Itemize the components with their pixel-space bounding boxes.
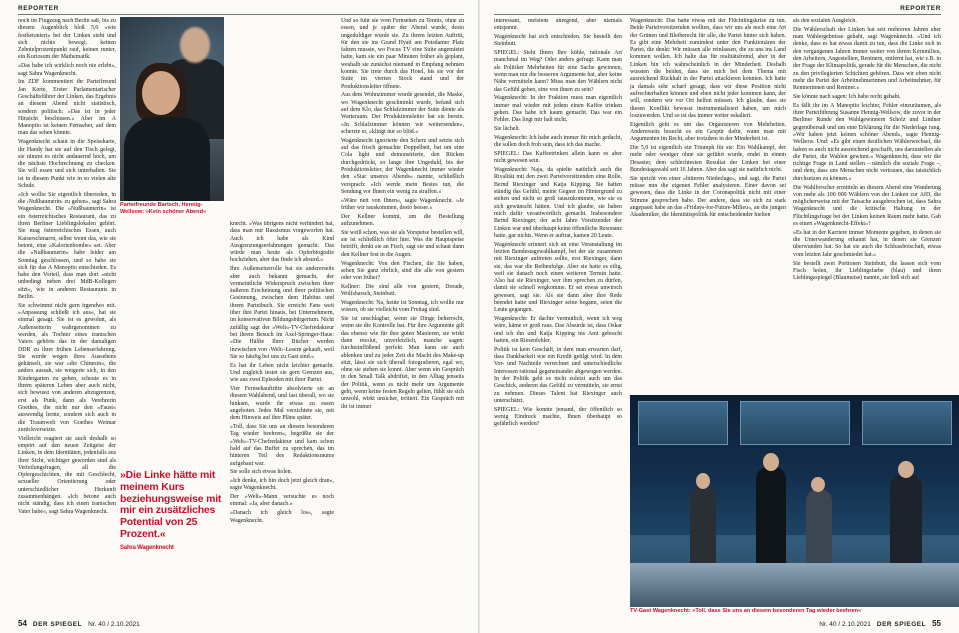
photo-caption: Parteifreunde Bartsch, Hennig-Wellsow: »Kein schöner Abend«: [120, 202, 207, 215]
article-column-2: [230, 221, 334, 608]
page-footer: [18, 619, 140, 628]
paragraph: Ihre Außenseiterrolle hat sie andererseits aber auch bekannt gemacht, der vermeintliche Widerspruch zwischen ihrer äußeren Erscheinung und ihrer politischen Gesinnung, zwischen dem Habitus und ihrem Parteibuch. Sie erreicht Fans weit über ihre Partei hinaus, bei Unternehmern, im konservativen Bildungsbürgertum. Nicht zufällig sagt der »Welt«-TV-Chefredakteur bei ihrem Besuch im Axel-Springer-Haus: »Die Hälfte Ihrer Bücher werden inzwischen von ›Welt‹-Lesern gekauft, weil Sie so häufig bei uns zu Gast sind.«: [230, 266, 334, 360]
article-column-1: [18, 18, 116, 608]
paragraph: »Es hat in der Karriere immer Momente gegeben, in denen sie die Unterwanderung erkannt hat, in denen sie Grenzen überwunden hat. So hat sie auch die Schlussbotschaft, etwas vom letzten Jahr geschmiedet hat.«: [793, 229, 941, 258]
issue-info: Nr. 40 / 2.10.2021: [88, 621, 140, 628]
paragraph: Vier Fernsehauftritte absolvierte sie an diesem Wahlabend, und fast überall, wo sie hinkam, wurde ihr etwas zu essen angeboten. Jedes Mal verzichtete sie, mit dem Hinweis auf ihre Pläne später.: [230, 386, 334, 422]
studio-person: [690, 485, 716, 565]
paragraph: Vielleicht reagiert sie auch deshalb so empört auf den neuen Zeitgeist der Linken, in dem Identitäten, jedenfalls aus ihrer Sicht, wichtiger geworden sind als Verteilungsfragen, all die Opfergeschichten, die mit Geschlecht, sexueller Orientierung oder unterschiedlicher Herkunft zusammenhängen. »Ich betone auch nicht ständig, dass ich einen iranischen Vater habe«, sagt Sahra Wagenknecht.: [18, 435, 116, 515]
paragraph: Sie schwimmt nicht gern irgendwo mit. »Anpassung schließt ich aus«, hat sie einmal gesagt. Sie ist es gewohnt, als Außenseiterin wahrgenommen zu werden, als Tochter eines iranischen Vaters gehörte das in der damaligen DDR zu ihrer frühen Lebenserfahrung. Sie wurde wegen ihres Aussehens gehänselt, sie war »die Chinesin«, die anders aussah, sie weigerte sich, in den Kindergarten zu gehen, scheute es in ihrem späteren Leben aber auch nicht, sich bewusst von anderen abzugrenzen, erst als Punk, dann als Verehrerin Goethes, die nicht nur den »Faust« auswendig lernte, sondern sich auch in die Traumwelt von Goethes Weimar zurückversetzte.: [18, 302, 116, 433]
photo-figure-man-head: [180, 27, 210, 63]
paragraph: Der »Welt«-Mann versuchte es noch einmal: »Ja, aber danach.«: [230, 494, 334, 508]
paragraph: »Das habe ich wirklich noch nie erlebt«, sagt Sahra Wagenknecht.: [18, 63, 116, 77]
paragraph: Wagenknecht: Von den Fischen, die Sie haben, sehen Sie ganz ehrlich, sind die alle von gestern oder von früher?: [341, 260, 464, 282]
paragraph: Sie bestellt zwei Portionen Steinbutt, die lassen sich vom Fisch holen, ihr Lieblingsfarbe (blau) und ihren Lieblingsspiegel (Blaumeise) nannte, sie ließ sich auf: [793, 260, 941, 282]
magazine-name: DER SPIEGEL: [32, 621, 83, 628]
paragraph: »Toll, dass Sie uns an diesem besonderen Tag wieder beehren«, begrüßte sie der »Welt«-TV-Chefredakteur und kam schon bald auf das Buffet zu sprechen, das im hinteren Teil des Redaktionsraums aufgebaut war.: [230, 424, 334, 467]
paragraph: Sie weiß schon, was sie als Vorspeise bestellen will, sie ist schließlich öfter hier. Was die Hauptspeise betrifft, denkt sie an Fisch, sagt sie und schaut dann den Kellner fest in die Augen.: [341, 229, 464, 258]
photo-figure-woman-body: [124, 117, 210, 201]
studio-person-head: [898, 461, 914, 478]
paragraph: Wagenknecht: Ich habe auch immer für mich gedacht, die sollen doch froh sein, dass ich das mache.: [494, 134, 622, 149]
paragraph: »Ich wollte Sie eigentlich überreden, in die ›Nußbaumerin‹ zu gehen«, sagt Sahra Wagenknecht. Die »Nußbaumerin« ist ein österreichisches Restaurant, das zu ihren Berliner Lieblingslokalen gehört. Sie mag österreichisches Essen, auch Kaiserschmarrn, selbst wenn das, wie sie betont, eine »Kalorienbombe« sei. Aber die »Nußbaumerin« habe leider am Sonntag geschlossen, und so habe sie sich für das A Manoptio entschieden. Es habe den Vorteil, dass man dort »nicht unbedingt neben drei MdB-Kollegen sitzt«, wie in anderen Restaurants in Berlin.: [18, 191, 116, 300]
paragraph: Sie solle sich etwas holen.: [230, 469, 293, 476]
paragraph: Wagenknecht: Er dachte vermutlich, wenn ich weg wäre, käme er groß raus. Das Absurde ist, dass Oskar und ich ihn und Katja Kipping ins Amt gebracht hatten, ein Riesenfehler.: [494, 316, 622, 344]
photo-tv-studio: [630, 395, 959, 607]
paragraph: als den sozialen Ausgleich.: [793, 18, 857, 24]
right-page: [480, 0, 959, 633]
pull-quote: [120, 470, 224, 552]
paragraph: Es fällt ihr im A Manoptio leichter, Fehler einzuräumen, als ihrer Parteiführung Susanne Hennig-Wellsow, die zuvor in der Berliner Runde den Wahlgewinnern Scholz und Lindner gegenübersaß und um eine Erklärung für die Niederlage rang. »Wir haben jetzt keinen schöner Abend«, sagte Hennig-Wellsow. Und: »Es gibt einen deutlichen Wählerwechsel, die haben es auch nicht ausreichend geschafft, uns darzustellen als die Partei, die Wahlen gewinnt.« Wagenknecht, dass wir die richtige Frage in Land stellen – nämlich die soziale Frage –, und dem, dass uns Menschen nicht vertrauen, das tatsächlich durchsetzen zu können.«: [793, 102, 941, 182]
studio-person-wagenknecht: [756, 467, 786, 577]
issue-info: Nr. 40 / 2.10.2021: [819, 621, 871, 628]
paragraph: Politik ist kein Geschäft, in dem man erwarten darf, dass Dankbarkeit wie ein Kredit getilgt wird. In dem Vor- und Nachteile verrechnet und unterschiedliche Interessen rational gegeneinander abgewogen werden. In der Politik geht es nicht zuletzt auch um das Geschick, anderen das Gefühl zu vermitteln, sie ernst zu nehmen. Dieses Talent hat Riexinger auch unterschätzt.: [494, 346, 622, 404]
header-rule: [494, 14, 941, 15]
pull-quote-text: »Die Linke hätte mit meinem Kurs beziehungsweise mit mir ein zusätzliches Potential von 25 Prozent.«: [120, 469, 222, 540]
page-number: 55: [932, 619, 941, 628]
photo-party-colleagues: [120, 17, 224, 201]
paragraph: Wagenknecht: Na, heute ist Sonntag, ich wollte nur wissen, ob sie vielleicht vom Freitag sind.: [341, 299, 464, 314]
paragraph: Wagenknecht: In der Fraktion muss man eigentlich immer mal wieder mit jedem einen Kaffee trinken gehen. Das habe ich kaum gemacht. Das war ein Fehler. Das liegt mir halt nicht.: [494, 95, 622, 124]
section-header: REPORTER: [900, 5, 941, 12]
paragraph: Wagenknecht: Das hatte etwas mit der Flüchtlingskrise zu tun. Beide Parteivorsitzenden wollten, dass wir uns als noch eine Art der Grünen und Bleiberecht für alle, die Partei hinter sich haben. Es gibt eine Mehrheit zumindest unter den Funktionären der Partei, die denkt: Wir müssen alle reinlassen, die zu uns ins Land kommen wollen. Ich halte das für realitätsfremd, aber in der Linken bin ich wahrscheinlich in der Minderheit. Deshalb wussten die beiden, dass sie mich bei dem Thema mit ausreichend Rückhalt in der Partei attackieren konnten. Ich hatte ja damals sehr scharf gesagt, dass wir diese Position nicht aufrechterhalten können und eben nicht jeder kommen kann, der will, sondern wir vor Ort helfen müssen. Ich glaube, dass sie diesen Konflikt bewusst instrumentalisiert haben, um mich loszuwerden. Und so ist das immer weiter eskaliert.: [630, 18, 786, 119]
studio-screen: [638, 401, 728, 445]
paragraph: interessant, meistens anregend, aber niemals entspannt.: [494, 18, 622, 32]
paragraph: SPIEGEL: Wie konnte jemand, der öffentlich so wenig Eindruck machte, Ihnen überhaupt so gefährlich werden?: [494, 406, 622, 428]
header-rule: [18, 14, 464, 15]
paragraph: »Wäre nett von Ihnen«, sagte Wagenknecht. »Je früher wir rauskommen, desto besser.«: [341, 197, 464, 211]
paragraph: knecht. »Was übrigens nicht verhindert hat, dass man mir Rassismus vorgeworfen hat. Auch ich habe als Kind Ausgrenzungserfahrungen gemacht. Das würde man heute als Opferbiografie hochziehen, aber das finde ich absurd.«: [230, 221, 334, 264]
article-column-1: [494, 18, 622, 608]
paragraph: »Danach ich gleich los«, sagte Wagenknecht.: [230, 510, 334, 524]
paragraph: Der Kellner kommt, um die Bestellung aufzunehmen.: [341, 213, 464, 228]
paragraph: Wagenknecht schaut in die Speisekarte, ihr Handy hat sie auf den Tisch gelegt, sie nimmt es nicht andauernd hoch, um die nächste Hochrechnung zu checken. Sie will essen und sich unterhalten. Sie ist in diesem Punkt wie in so vielen alte Schule.: [18, 139, 116, 190]
paragraph: Wagenknecht: Naja, da spielte natürlich auch die Rivalität mit den zwei Parteivorsitzenden eine Rolle, Bernd Riexinger und Katja Kipping. Sie hatten ständig das Gefühl, meine Gegner im Hintergrund zu stehen und nicht so groß rauszukommen, wie sie es sich gewünscht hätten. Und ich glaube, sie haben mich dafür verantwortlich gemacht. Insbesondere Bernd Riexinger, der acht Jahre Vorsitzender der Linken war und überhaupt keine öffentliche Resonanz hatte, gar nichts. Wenn er auftrat, kamen 20 Leute.: [494, 167, 622, 239]
paragraph: Kellner: Die sind alle von gestern, Dorade, Wolfsbarsch, Steinbutt.: [341, 283, 464, 298]
paragraph: Sie spricht von einer »bitteren Niederlage«, und sagt, die Partei müsse nun die eigenen Fehler analysieren. Einer davon sei gewesen, dass die Linke in der Coronapolitik nicht mit einer Stimme gesprochen habe. Der andere, dass sie sich zu stark angepasst habe an das »Fridays-for-Future-Milieu«, an die jungen Akademiker, die Identitätspolitik für entscheidender hielten: [630, 175, 786, 219]
paragraph: Wagenknecht erinnert sich an eine Veranstaltung im letzten Bundestagswahlkampf, bei der sie zusammen mit Riexinger auftreten sollte, erst Riexinger, dann sie, das war die Reihenfolge. Aber sie hatte es eilig, weil sie danach noch einen weiteren Termin hatte. Also hat sie Riexinger, wer ihm sprechen zu dürfen, damit sie schnell wegkomme. Er sei etwas unwirsch gewesen, sagt sie. Als sie dann aber ihre Rede beendet hatte und Riexinger seine begann, seien die Leute gegangen.: [494, 241, 622, 314]
paragraph: Die Wählerschaft der Linken hat seit mehreren Jahren eher man Wahlergebnisse gehabt, sagt Wagenknecht. »Und ich denke, dass es hat etwas damit zu tun, dass die Linke sich in den vergangenen Jahren immer weiter von ihrem Kernmilieu, den Arbeitern, Angestellten, Rentnern, entfernt hat, wie z.B. in der Frage der Klimapolitik, gerade für die Menschen, die nicht zu den privilegierten Schichten gehören. Dass wir eben nicht mehr die Partei der Arbeitnehmerinnen und Arbeitnehmer, für Rentnerinnen und Rentner.«: [793, 26, 941, 92]
page-number: 54: [18, 619, 27, 628]
paragraph: noch im Flugzeug nach Berlin saß, bis zu diesem Augenblick bloß 5,0 »wie festbetoniert« bei der Linken steht und sich nichts bewegt, keinen Zehntelprozentpunkt rauf, keinen runter, ein Kuriosum der Mathematik.: [18, 18, 116, 61]
paragraph: Eigentlich geht es um das Organisieren von Mehrheiten. Andererseits braucht es ein Gespür dafür, wann man mit Argumenten im Recht, aber trotzdem in der Minderheit ist.: [630, 121, 786, 143]
paragraph: Sie lächelt.: [494, 126, 521, 133]
article-column-3: [341, 18, 464, 608]
photo-caption: TV-Gast Wagenknecht: »Toll, dass Sie uns an diesem besonderen Tag wieder beehren«: [630, 608, 862, 614]
studio-screen: [740, 401, 850, 445]
paragraph: Sie ist unschlagbar, wenn sie Dinge beherrscht, wenn sie die Kontrolle hat. Für ihre Argumente gilt das ebenso wie für ihre guten Manieren, sie wirkt dann resolut, unverletzlich, manche sagen: furchteinflößend perfekt. Man kann sie auch ablenken und zu jeder Zeit die Macht des Make-up sitzt, lässt sie sich überall fotografieren, egal wo, ohne sie stehen sie konnt. Aber wenn ein Gespräch in den Small Talk abdriftet, in den Alltag jenseits der Politik, wenn es nicht mehr um Argumente geht, wenn keine festen Regeln gelten, fühlt sie sich unwohl, wirkt unsicher, irritiert. Ein Gespräch mit ihr ist immer: [341, 316, 464, 410]
paragraph: Wagenknecht ignorierte den Scherz und setzte sich auf das frisch gemachte Doppelbett, bat um eine Cola light und demonstrierte, den Rücken durchgedrückt, so lange ihre Ungeduld, bis der Produktionsleiter, der Wagenknecht immer wieder den »Star unseres Abends« nannte, schließlich versprach: »Ich werde mein Bestes tun, die Sendung vor Ihnen ein wenig zu straffen.«: [341, 137, 464, 195]
paragraph: Sie könnte nach sagen: Ich habe recht gehabt.: [793, 93, 901, 100]
paragraph: Und so fuhr sie vom Fernsehen zu Tennis, ohne zu essen, und je später der Abend wurde, desto ungeduldiger wurde sie. Zu ihrem letzten Auftritt, für den sie ins Grand Hyatt am Potsdamer Platz fahren musste, wo Focus TV eine Suite angemietet hatte, kam sie ein paar Minuten früher als geplant, weshalb sie zunächst niemand in Empfang nehmen konnte. Sie trete durch das Hotel, bis sie vor der Suite im vierten Stock stand und der Produktionsleiter öffnete.: [341, 18, 464, 90]
studio-person: [806, 489, 832, 567]
article-column-2: [630, 18, 786, 390]
paragraph: Es hat ihr Leben nicht leichter gemacht. Und zugleich testet sie gern Grenzen aus, wie aus zwei Episoden mit ihrer Partei.: [230, 362, 334, 384]
studio-person: [890, 475, 922, 575]
studio-person-head: [696, 473, 710, 489]
studio-desk: [630, 563, 959, 607]
paragraph: Aus dem Wohnzimmer wurde gesendet, die Maske, wo Wagenknecht geschminkt wurde, befand sich auf dem Klo, das Schlafzimmer der Suite diente als Warteraum. Der Produktionsleiter bat sie herein. »In Schlafzimmer können wir weitersenden«, scherzte er, »klingt nur so blöd.«: [341, 92, 464, 135]
page-footer: [819, 619, 941, 628]
studio-person-head: [763, 453, 779, 471]
paragraph: Wagenknecht hat sich entschieden. Sie bestellt den Steinbutt.: [494, 34, 622, 48]
pull-quote-source: Sahra Wagenknecht: [120, 544, 174, 551]
paragraph: Die 5,0 ist eigentlich ein Triumph für sie: Ein Wahlkampf, der mehr oder weniger ohne sie geführt wurde, endet in einem Desaster, dem schlechtesten Resultat der Linken bei einer Bundestagswahl seit 16 Jahren. Aber das sagt sie natürlich nicht.: [630, 145, 786, 173]
article-column-3: [793, 18, 941, 390]
paragraph: SPIEGEL: Das Kaffeetrinken allein kann es aber nicht gewesen sein.: [494, 151, 622, 165]
studio-person-head: [811, 477, 825, 492]
studio-screen: [862, 401, 952, 445]
paragraph: SPIEGEL: Steht Ihnen Ihre kühle, rationale Art manchmal im Weg? Oder anders gefragt: Kann man als Politiker Mehrheiten für eine Sache gewinnen, wenn man nur die besseren Argumente hat, aber keine Nähe vermitteln kann? Muss man den Wählern nicht das Gefühl geben, eine von ihnen zu sein?: [494, 50, 622, 93]
magazine-name: DER SPIEGEL: [876, 621, 927, 628]
paragraph: »Ich denke, ich bin doch jetzt gleich dran«, sagte Wagenknecht.: [230, 478, 334, 492]
paragraph: Im ZDF kommentiert ihr Parteifreund Jan Korte, Erster Parlamentarischer Geschäftsführer der Linken, das Ergebnis an diesem Abend nicht statistisch, sondern politisch: »Das ist in jeder Hinsicht beschissen.« Aber im A Manoptio ist keinen Fernseher, auf dem man das sehen könnte.: [18, 79, 116, 137]
left-page: [0, 0, 479, 633]
paragraph: Die Wahlforscher ermitteln an diesem Abend eine Wanderung von mehr als 100 000 Wählern von der Linken zur AfD, die möglicherweise mit der Tatsache ausgebrochen ist, dass Sahra Wagenknecht und die kritische Haltung in der Flüchtlingsfrage bei der Linken keinen Raum mehr hatte. Gab es einen »Wagenknecht-Effekt«?: [793, 184, 941, 228]
section-header: REPORTER: [18, 5, 59, 12]
photo-figure-woman-head: [142, 71, 180, 115]
